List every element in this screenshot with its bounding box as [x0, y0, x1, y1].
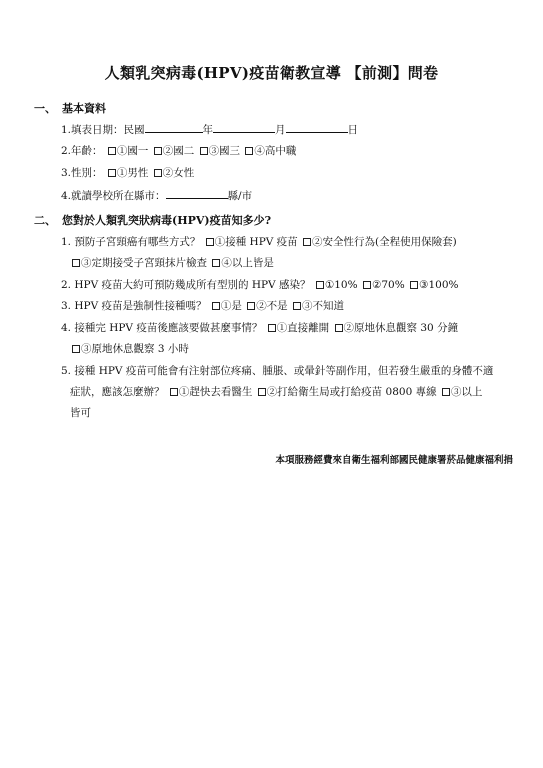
grade-option-checkbox[interactable]: [154, 147, 162, 155]
answer-checkbox[interactable]: [316, 281, 324, 289]
year-field[interactable]: [145, 122, 203, 133]
answer-label: ①是: [220, 300, 242, 312]
question-text: 1. 預防子宮頸癌有哪些方式？: [61, 236, 201, 248]
answer-label: ②原地休息觀察 30 分鐘: [343, 322, 459, 334]
section-title: 您對於人類乳突狀病毒(HPV)疫苗知多少?: [62, 214, 272, 227]
answer-checkbox[interactable]: [258, 388, 266, 396]
answer-label: ②安全性行為(全程使用保險套): [312, 236, 457, 248]
answer-label: ③原地休息觀察 3 小時: [81, 343, 189, 355]
grade-option-label: ③國三: [208, 145, 241, 157]
gender-option-label: ①男性: [116, 167, 149, 179]
answer-label: ①趕快去看醫生: [178, 386, 253, 398]
grade-label: 2.年齡：: [61, 145, 103, 157]
grade-option-label: ②國二: [162, 145, 195, 157]
gender-label: 3.性別：: [61, 167, 103, 179]
fill-date-label: 1.填表日期：民國: [61, 124, 145, 136]
day-field[interactable]: [286, 122, 348, 133]
school-row: [61, 188, 252, 203]
section-title: 基本資料: [62, 102, 106, 115]
question-1-continued: [70, 256, 274, 270]
answer-checkbox[interactable]: [268, 324, 276, 332]
question-4: [61, 321, 458, 335]
funding-note: 本項服務經費來自衛生福利部國民健康署菸品健康福利捐: [275, 455, 513, 466]
grade-option-label: ④高中職: [254, 145, 297, 157]
question-text: 2. HPV 疫苗大約可預防幾成所有型別的 HPV 感染？: [61, 279, 311, 291]
grade-option-label: ①國一: [116, 145, 149, 157]
answer-checkbox[interactable]: [363, 281, 371, 289]
answer-checkbox[interactable]: [247, 302, 255, 310]
answer-label: ②70%: [371, 279, 405, 291]
grade-row: [61, 144, 296, 158]
answer-label: ③不知道: [302, 300, 345, 312]
question-text: 3. HPV 疫苗是強制性接種嗎？: [61, 300, 207, 312]
answer-label: ②不是: [256, 300, 288, 312]
question-text: 症狀，應該怎麼辦？: [70, 386, 165, 398]
answer-checkbox[interactable]: [410, 281, 418, 289]
answer-label: ①接種 HPV 疫苗: [214, 236, 298, 248]
section-basic-info-heading: [34, 100, 106, 116]
gender-option-checkbox[interactable]: [154, 169, 162, 177]
fill-date-row: [61, 122, 358, 137]
gender-option-checkbox[interactable]: [108, 169, 116, 177]
answer-checkbox[interactable]: [335, 324, 343, 332]
section-hpv-knowledge-heading: [34, 212, 271, 228]
answer-label: ①直接離開: [276, 322, 330, 334]
answer-checkbox[interactable]: [72, 259, 80, 267]
answer-label: ③定期接受子宮頸抹片檢查: [81, 257, 207, 269]
question-2: [61, 278, 458, 292]
grade-option-checkbox[interactable]: [200, 147, 208, 155]
grade-option-checkbox[interactable]: [108, 147, 116, 155]
answer-checkbox[interactable]: [303, 238, 311, 246]
answer-checkbox[interactable]: [212, 259, 220, 267]
gender-row: [61, 166, 194, 180]
section-number: 二、: [34, 214, 56, 227]
answer-label: ①10%: [324, 279, 358, 291]
answer-checkbox[interactable]: [212, 302, 220, 310]
school-label: 4.就讀學校所在縣市：: [61, 190, 166, 202]
answer-label: ③以上: [450, 386, 483, 398]
answer-label: ②打給衛生局或打給疫苗 0800 專線: [266, 386, 437, 398]
school-county-field[interactable]: [166, 188, 228, 199]
answer-checkbox[interactable]: [72, 345, 80, 353]
question-1: [61, 235, 457, 249]
answer-checkbox[interactable]: [442, 388, 450, 396]
gender-option-label: ②女性: [162, 167, 195, 179]
answer-checkbox[interactable]: [293, 302, 301, 310]
month-field[interactable]: [213, 122, 275, 133]
question-5: [61, 364, 493, 378]
answer-checkbox[interactable]: [170, 388, 178, 396]
school-suffix: 縣/市: [227, 190, 253, 202]
question-4-continued: [70, 342, 189, 356]
year-label: 年: [202, 124, 214, 136]
question-5-end: [70, 406, 91, 420]
question-3: [61, 299, 344, 313]
answer-label: ③100%: [419, 279, 459, 291]
grade-option-checkbox[interactable]: [245, 147, 253, 155]
month-label: 月: [275, 124, 286, 136]
question-text: 5. 接種 HPV 疫苗可能會有注射部位疼痛、腫脹、或暈針等副作用，但若發生嚴重的身體不適: [61, 365, 494, 377]
question-text: 4. 接種完 HPV 疫苗後應該要做甚麼事情？: [61, 322, 263, 334]
section-number: 一、: [34, 102, 56, 115]
question-5-continued: [70, 385, 482, 399]
answer-label: 皆可: [70, 407, 91, 419]
day-label: 日: [347, 124, 359, 136]
answer-checkbox[interactable]: [206, 238, 214, 246]
answer-label: ④以上皆是: [221, 257, 274, 269]
page-title: 人類乳突病毒(HPV)疫苗衛教宣導 【前測】問卷: [104, 64, 439, 82]
